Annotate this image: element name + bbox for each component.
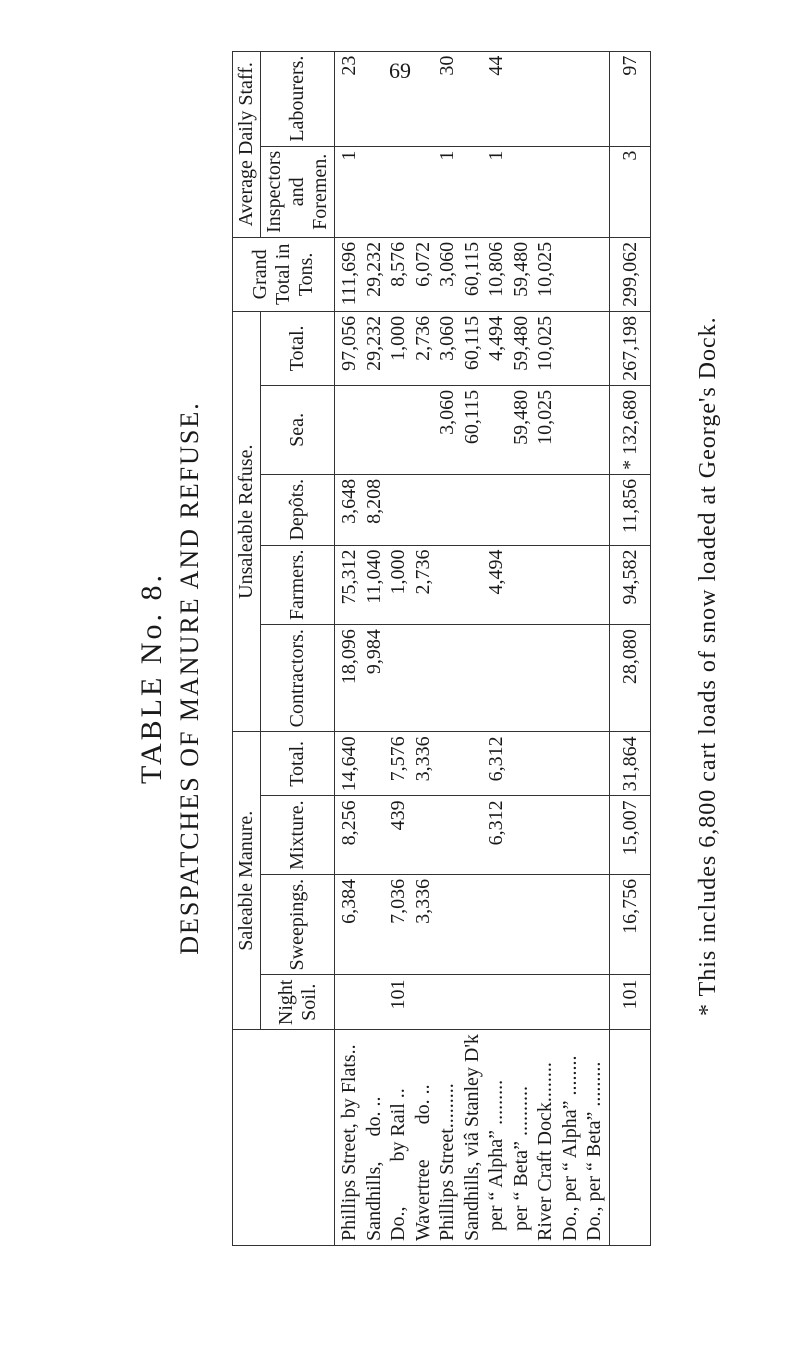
- group-header-row: [233, 51, 261, 1245]
- sweepings-total: 16,756: [609, 874, 651, 975]
- contractors-header: Contractors.: [261, 625, 335, 732]
- location-column: Phillips Street, by Flats.. Sandhills, do. .. Do., by Rail .. Wavertree do. .. Phillips Street......... Sandhills, viâ Stanley D'k per “ Alpha” ......... per “ Beta” .......... River Craft Dock........ Do., per “ Alpha” ........ Do., per “ Beta” .........: [335, 1030, 610, 1246]
- mixture-header: Mixture.: [261, 796, 335, 874]
- depots-header: Depôts.: [261, 474, 335, 545]
- labourers-header: Labourers.: [261, 51, 335, 146]
- saleable-total-header: Total.: [261, 732, 335, 796]
- depots-column: 3,648 8,208: [335, 474, 610, 545]
- inspectors-header: Inspectors and Foremen.: [261, 146, 335, 237]
- saleable-total-column: 14,640 7,576 3,336 6,312: [335, 732, 610, 796]
- night-soil-header: Night Soil.: [261, 975, 335, 1030]
- sea-column: 3,060 60,115 59,480 10,025: [335, 385, 610, 474]
- unsaleable-total-column: 97,056 29,232 1,000 2,736 3,060 60,115 4,494 59,480 10,025: [335, 311, 610, 385]
- sea-header: Sea.: [261, 385, 335, 474]
- mixture-column: 8,256 439 6,312: [335, 796, 610, 874]
- table-subtitle: DESPATCHES OF MANURE AND REFUSE.: [175, 401, 204, 955]
- labourers-column: 23 30 44: [335, 51, 610, 146]
- grand-total-header: Grand Total in Tons.: [233, 237, 335, 311]
- unsaleable-total-header: Total.: [261, 311, 335, 385]
- data-row: [335, 51, 610, 1245]
- inspectors-total: 3: [609, 146, 651, 237]
- depots-total: 11,856: [609, 474, 651, 545]
- unsaleable-total-total: 267,198: [609, 311, 651, 385]
- totals-label-cell: [609, 1030, 651, 1246]
- inspectors-column: 1 1 1: [335, 146, 610, 237]
- farmers-header: Farmers.: [261, 545, 335, 625]
- night-soil-column: 101: [335, 975, 610, 1030]
- mixture-total: 15,007: [609, 796, 651, 874]
- contractors-total: 28,080: [609, 625, 651, 732]
- contractors-column: 18,096 9,984: [335, 625, 610, 732]
- night-soil-total: 101: [609, 975, 651, 1030]
- grand-total-column: 111,696 29,232 8,576 6,072 3,060 60,115 10,806 59,480 10,025: [335, 237, 610, 311]
- saleable-total-total: 31,864: [609, 732, 651, 796]
- location-header: [233, 1030, 335, 1246]
- sweepings-column: 6,384 7,036 3,336: [335, 874, 610, 975]
- saleable-manure-header: Saleable Manure.: [233, 732, 261, 1030]
- average-daily-staff-header: Average Daily Staff.: [233, 51, 261, 237]
- sea-total: * 132,680: [609, 385, 651, 474]
- despatches-table: [232, 51, 651, 1246]
- farmers-column: 75,312 11,040 1,000 2,736 4,494: [335, 545, 610, 625]
- page-number: 69: [389, 58, 411, 83]
- table-title: TABLE No. 8.: [135, 572, 168, 784]
- farmers-total: 94,582: [609, 545, 651, 625]
- labourers-total: 97: [609, 51, 651, 146]
- totals-row: [609, 51, 651, 1245]
- unsaleable-refuse-header: Unsaleable Refuse.: [233, 311, 261, 732]
- grand-total-total: 299,062: [609, 237, 651, 311]
- footnote: * This includes 6,800 cart loads of snow loaded at George's Dock.: [695, 316, 721, 1016]
- sweepings-header: Sweepings.: [261, 874, 335, 975]
